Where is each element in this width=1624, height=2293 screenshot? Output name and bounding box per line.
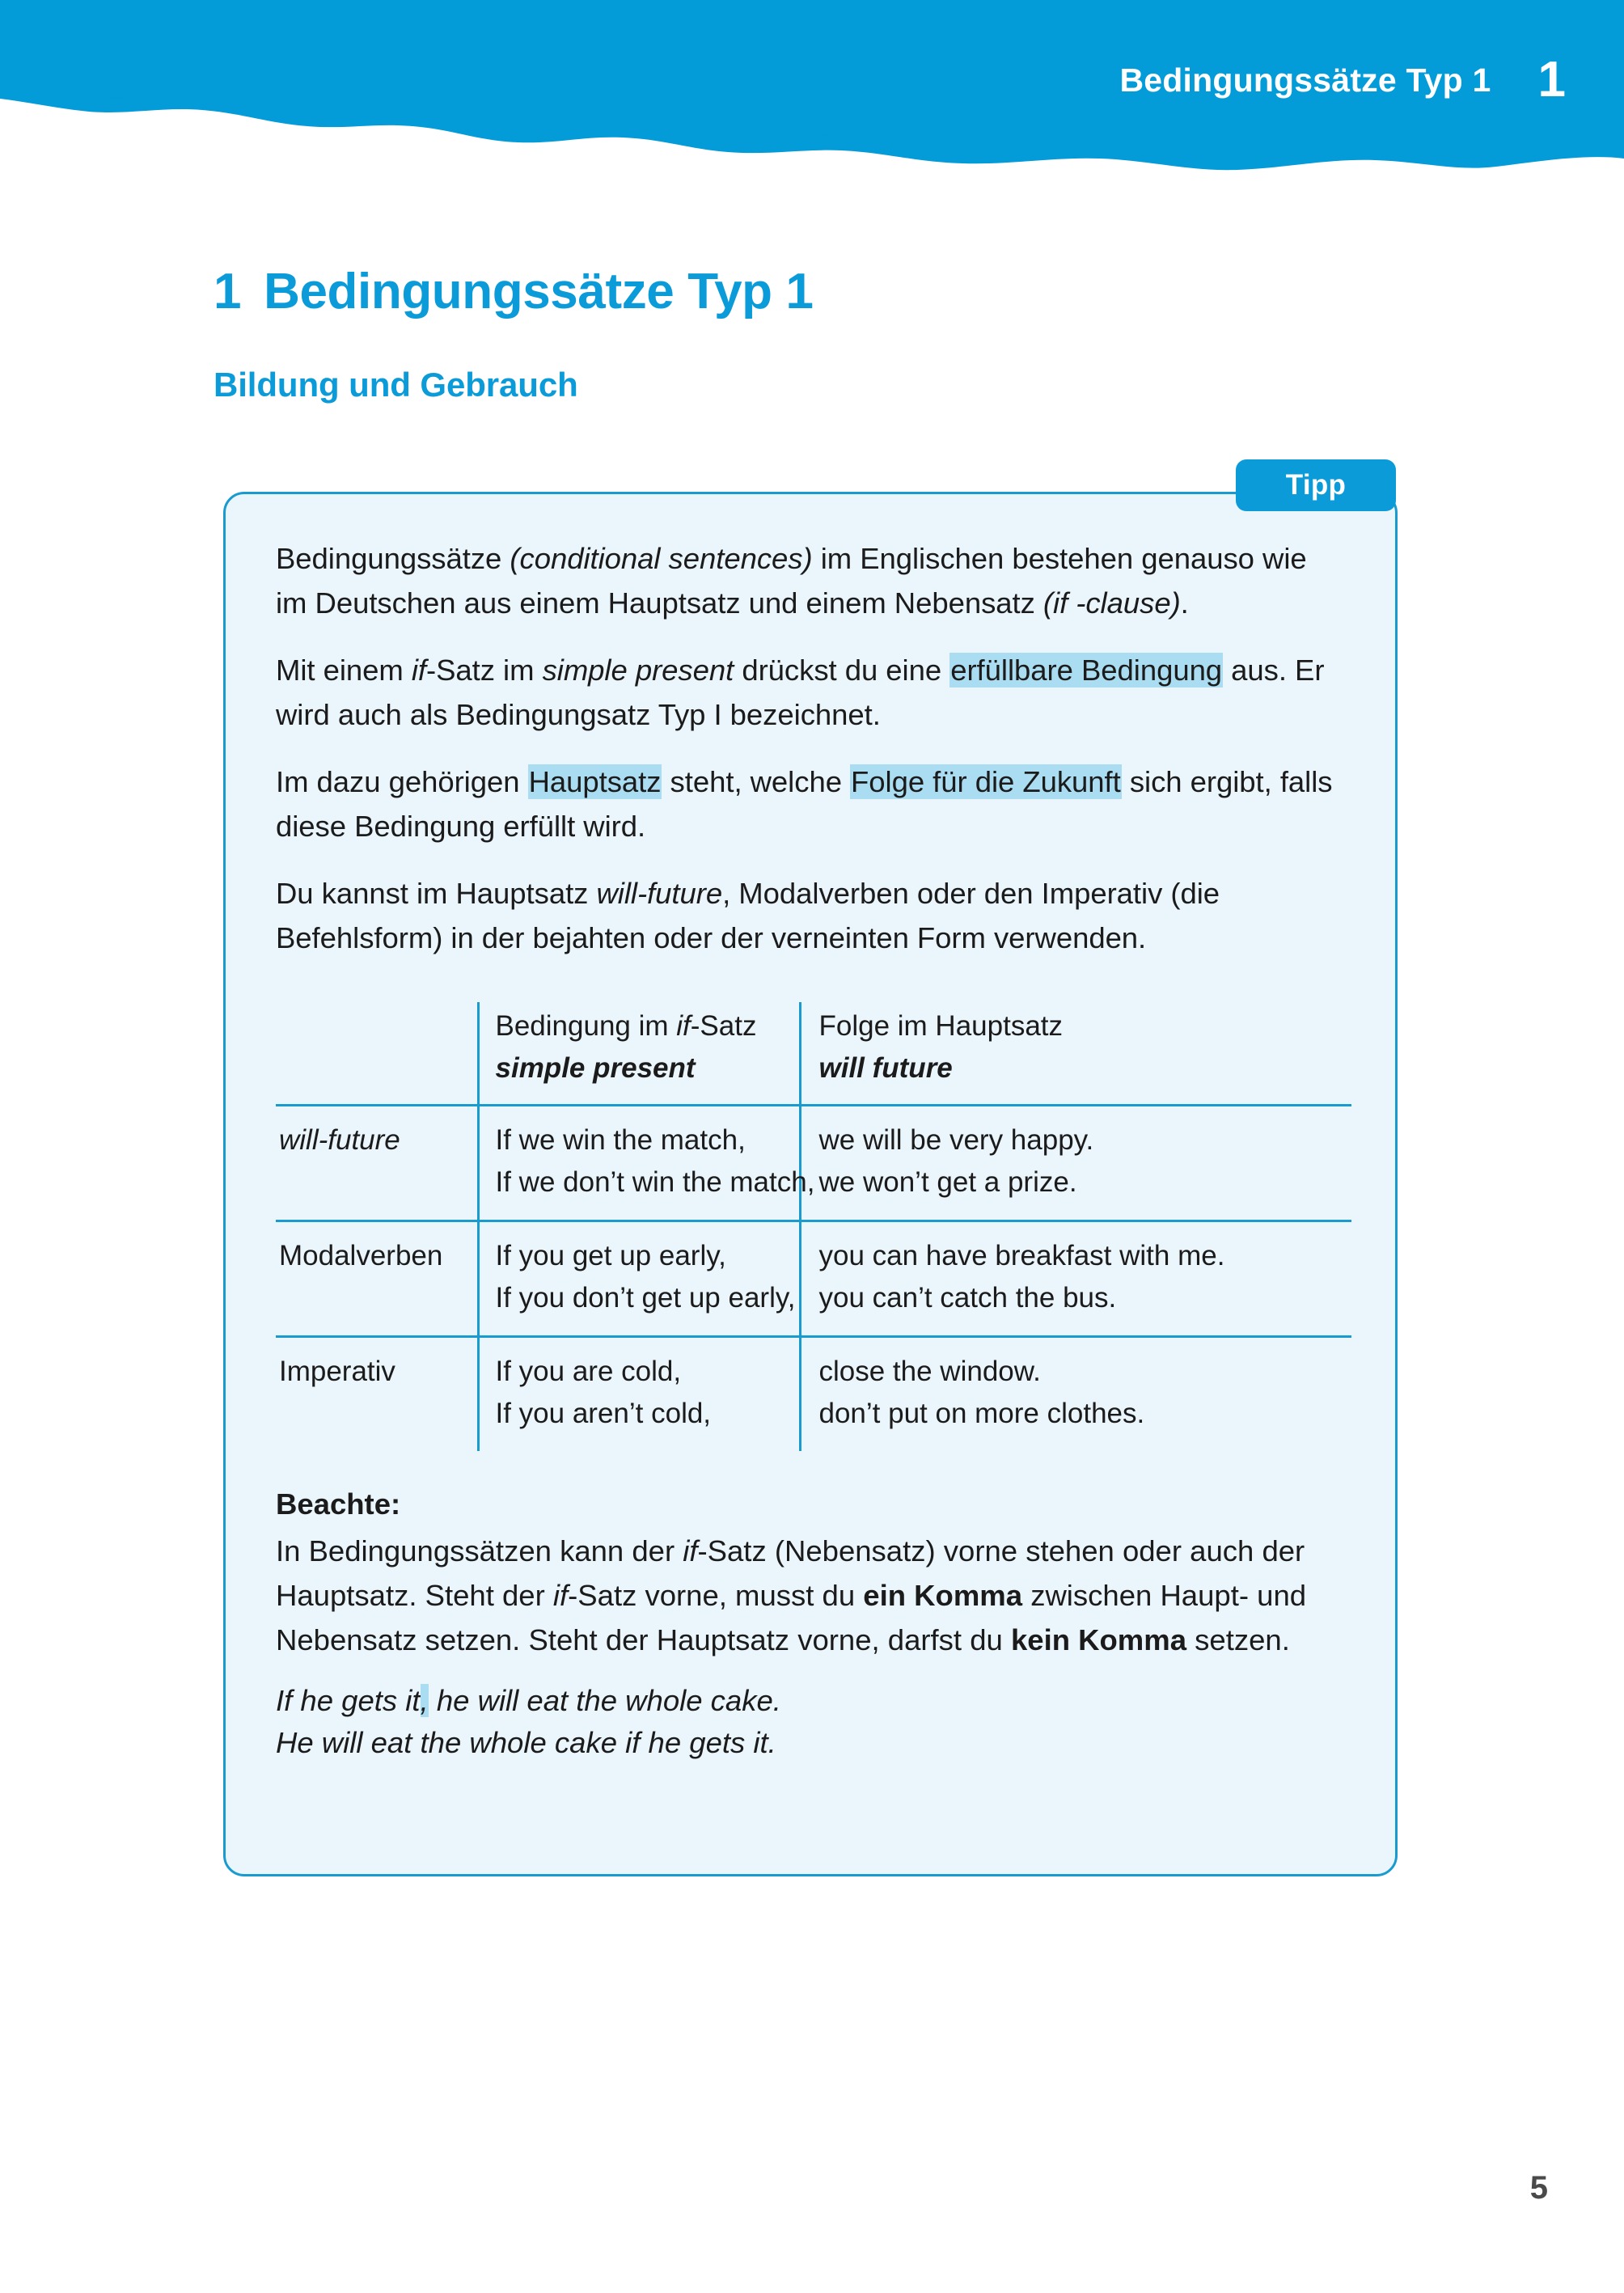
- text-run: Mit einem: [276, 654, 412, 687]
- italic-run: he will eat the whole cake.: [428, 1684, 781, 1717]
- header-result-line2: will future: [818, 1052, 953, 1084]
- italic-run: He will eat the whole cake if he gets it.: [276, 1726, 776, 1759]
- text-run: -Satz vorne, musst du: [568, 1579, 864, 1612]
- text-run: Du kannst im Hauptsatz: [276, 877, 597, 910]
- highlighted-run: erfüllbare Bedingung: [950, 654, 1223, 687]
- italic-run: if: [676, 1010, 691, 1042]
- highlighted-run: Folge für die Zukunft: [851, 765, 1121, 798]
- tip-paragraph: [276, 759, 1345, 848]
- text-run: Bedingungssätze: [276, 542, 510, 575]
- text-run: In Bedingungssätzen kann der: [276, 1534, 683, 1567]
- table-cell-form-label: Imperativ: [276, 1337, 478, 1452]
- header-brush-shape: [0, 0, 1624, 202]
- example-sentence: [276, 1722, 1345, 1764]
- text-run: aus. Er wird auch als Bedingungsatz Typ I bezeichnet.: [276, 654, 1325, 731]
- text-run: sich ergibt, falls diese Bedingung erfüllt wird.: [276, 765, 1333, 843]
- bold-run: ein Komma: [863, 1579, 1023, 1612]
- beachte-body: [276, 1529, 1345, 1662]
- beachte-title: Beachte:: [276, 1487, 401, 1521]
- italic-run: If he gets it: [276, 1684, 421, 1717]
- table-cell-result: [800, 1106, 1351, 1221]
- text-run: , Modalverben oder den Imperativ (die Befehlsform) in der bejahten oder der verneinten Form verwenden.: [276, 877, 1220, 954]
- result-line-2: you can’t catch the bus.: [818, 1282, 1117, 1314]
- italic-run: simple present: [542, 654, 734, 687]
- table-cell-condition: [478, 1221, 800, 1337]
- condition-line-1: If you are cold,: [495, 1356, 682, 1387]
- italic-run: if: [552, 1579, 569, 1612]
- header-condition-line1: [496, 1005, 789, 1047]
- table-header-cell-condition: [478, 1002, 800, 1106]
- page-title-text: Bedingungssätze Typ 1: [264, 263, 814, 319]
- table-row: [276, 1221, 1351, 1337]
- result-line-1: you can have breakfast with me.: [818, 1240, 1225, 1271]
- example-sentence: [276, 1680, 1345, 1722]
- header-text-group: [1119, 50, 1566, 108]
- text-run: -Satz (Nebensatz) vorne stehen oder auch der Hauptsatz. Steht der: [276, 1534, 1305, 1612]
- result-line-2: we won’t get a prize.: [818, 1166, 1077, 1198]
- header-chapter-title: Bedingungssätze Typ 1: [1119, 61, 1491, 99]
- text-run: setzen.: [1186, 1623, 1290, 1656]
- header-chapter-number: 1: [1537, 52, 1566, 108]
- table-cell-form-label: will-future: [276, 1106, 478, 1221]
- table-row: [276, 1106, 1351, 1221]
- text-run: drückst du eine: [734, 654, 950, 687]
- text-run: Bedingung im: [495, 1010, 677, 1042]
- text-run: steht, welche: [662, 765, 851, 798]
- condition-line-2: If you aren’t cold,: [495, 1398, 712, 1429]
- beachte-section: [276, 1483, 1345, 1764]
- italic-run: will-future: [596, 877, 723, 910]
- table-body: [276, 1002, 1351, 1451]
- italic-run: if: [411, 654, 427, 687]
- header-result-line1: Folge im Hauptsatz: [818, 1010, 1064, 1042]
- condition-line-1: If we win the match,: [495, 1124, 746, 1156]
- conditional-forms-table: [276, 1002, 1351, 1451]
- beachte-examples: [276, 1680, 1345, 1764]
- result-line-2: don’t put on more clothes.: [818, 1398, 1145, 1429]
- page-title-number: 1: [214, 263, 242, 319]
- result-line-1: we will be very happy.: [818, 1124, 1094, 1156]
- italic-run: (conditional sentences): [510, 542, 813, 575]
- table-header-cell-empty: [276, 1002, 478, 1106]
- page-title: [214, 263, 814, 319]
- table-header-row: [276, 1002, 1351, 1106]
- table-row: [276, 1337, 1351, 1452]
- table-header-cell-result: [800, 1002, 1351, 1106]
- tip-paragraph: [276, 536, 1345, 625]
- tipp-badge: Tipp: [1236, 459, 1396, 511]
- text-run: im Englischen bestehen genauso wie im Deutschen aus einem Hauptsatz und einem Nebensatz: [276, 542, 1307, 620]
- highlighted-run: Hauptsatz: [528, 765, 662, 798]
- table-cell-result: [800, 1221, 1351, 1337]
- highlighted-comma: ,: [420, 1684, 429, 1717]
- italic-run: (if -clause): [1042, 586, 1181, 620]
- text-run: Im dazu gehörigen: [276, 765, 528, 798]
- table-cell-result: [800, 1337, 1351, 1452]
- tip-box: [223, 492, 1398, 1876]
- condition-line-1: If you get up early,: [495, 1240, 726, 1271]
- italic-run: if: [683, 1534, 698, 1567]
- table-cell-condition: [478, 1337, 800, 1452]
- text-run: .: [1180, 586, 1189, 620]
- tip-paragraph: [276, 871, 1345, 960]
- condition-line-2: If we don’t win the match,: [495, 1166, 815, 1198]
- table-cell-condition: [478, 1106, 815, 1221]
- tip-paragraph: [276, 648, 1345, 737]
- tip-box-paragraphs: [276, 536, 1345, 960]
- page-number: 5: [1529, 2170, 1548, 2206]
- result-line-1: close the window.: [818, 1356, 1041, 1387]
- page-header-band: [0, 0, 1624, 202]
- text-run: -Satz im: [426, 654, 543, 687]
- condition-line-2: If you don’t get up early,: [495, 1282, 796, 1314]
- bold-run: kein Komma: [1010, 1623, 1187, 1656]
- table-cell-form-label: Modalverben: [276, 1221, 478, 1337]
- text-run: zwischen Haupt- und Nebensatz setzen. Steht der Hauptsatz vorne, darfst du: [276, 1579, 1307, 1656]
- header-condition-line2: simple present: [495, 1052, 696, 1084]
- text-run: -Satz: [690, 1010, 757, 1042]
- page-subtitle: Bildung und Gebrauch: [214, 365, 578, 404]
